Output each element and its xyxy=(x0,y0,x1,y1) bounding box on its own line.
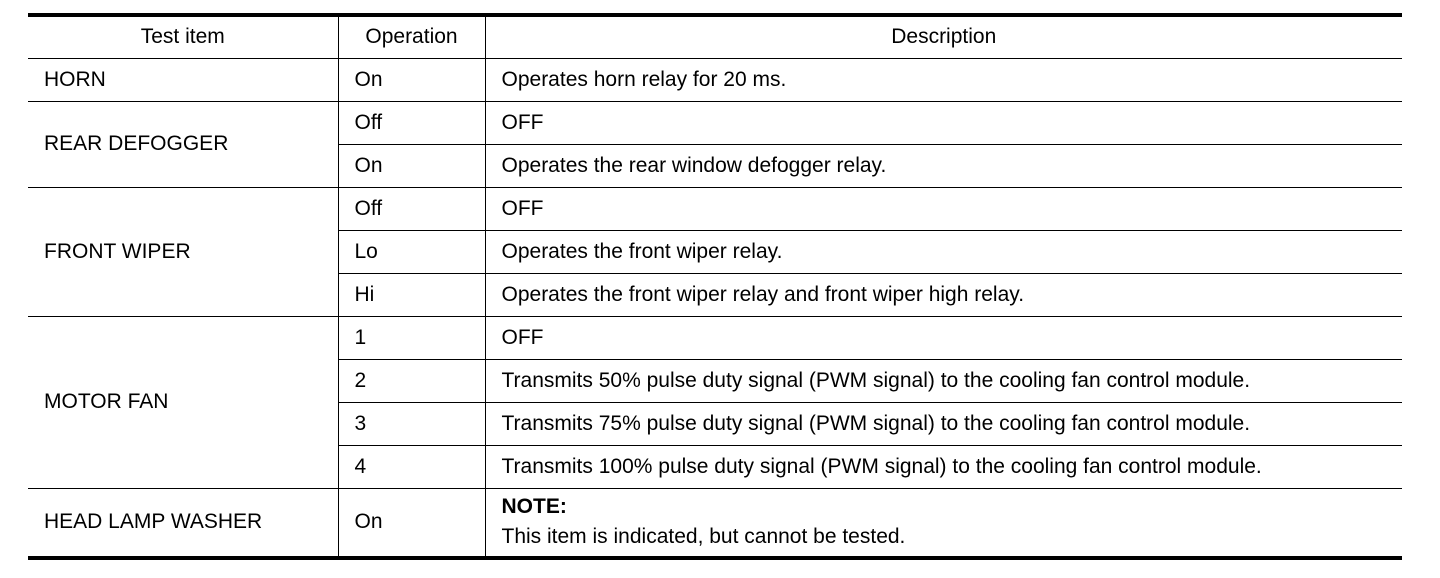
operation-cell: On xyxy=(338,144,485,187)
description-cell: OFF xyxy=(485,101,1402,144)
description-cell: Transmits 100% pulse duty signal (PWM signal) to the cooling fan control module. xyxy=(485,445,1402,488)
operation-cell: On xyxy=(338,58,485,101)
header-operation: Operation xyxy=(338,15,485,58)
note-cell xyxy=(485,488,1402,558)
test-item-cell: HORN xyxy=(28,58,338,101)
description-cell: Operates the front wiper relay and front wiper high relay. xyxy=(485,273,1402,316)
description-cell: OFF xyxy=(485,187,1402,230)
table-row xyxy=(28,316,1402,359)
operation-cell: Hi xyxy=(338,273,485,316)
description-cell: Operates the rear window defogger relay. xyxy=(485,144,1402,187)
description-cell: Transmits 50% pulse duty signal (PWM signal) to the cooling fan control module. xyxy=(485,359,1402,402)
operation-cell: On xyxy=(338,488,485,558)
operation-cell: 4 xyxy=(338,445,485,488)
description-cell: Operates the front wiper relay. xyxy=(485,230,1402,273)
header-description: Description xyxy=(485,15,1402,58)
table-row xyxy=(28,101,1402,144)
table-row xyxy=(28,187,1402,230)
operation-cell: 3 xyxy=(338,402,485,445)
note-text: This item is indicated, but cannot be tested. xyxy=(501,525,906,549)
operation-cell: Off xyxy=(338,101,485,144)
header-test-item: Test item xyxy=(28,15,338,58)
description-cell: Operates horn relay for 20 ms. xyxy=(485,58,1402,101)
test-item-cell: HEAD LAMP WASHER xyxy=(28,488,338,558)
table-row xyxy=(28,488,1402,558)
table-row xyxy=(28,58,1402,101)
test-item-table xyxy=(28,13,1402,560)
test-item-cell: MOTOR FAN xyxy=(28,316,338,488)
note-title: NOTE: xyxy=(501,495,567,519)
operation-cell: Lo xyxy=(338,230,485,273)
header-row xyxy=(28,15,1402,58)
operation-cell: 1 xyxy=(338,316,485,359)
operation-cell: 2 xyxy=(338,359,485,402)
test-item-cell: REAR DEFOGGER xyxy=(28,101,338,187)
description-cell: Transmits 75% pulse duty signal (PWM signal) to the cooling fan control module. xyxy=(485,402,1402,445)
test-item-cell: FRONT WIPER xyxy=(28,187,338,316)
operation-cell: Off xyxy=(338,187,485,230)
description-cell: OFF xyxy=(485,316,1402,359)
